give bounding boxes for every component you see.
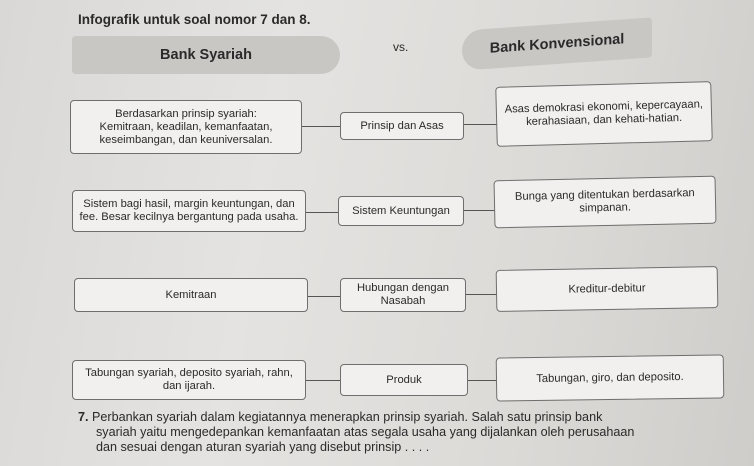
row1-right-line2: kerahasiaan, dan kehati-hatian. [525,111,683,129]
question-number: 7. [78,410,89,424]
row1-right-line1: Asas demokrasi ekonomi, kepercayaan, [504,98,704,116]
row1-right-box [495,81,712,147]
row2-right-box [494,176,717,229]
question-7 [78,410,738,455]
row1-left-line1: Berdasarkan prinsip syariah: [115,107,257,120]
row4-center-box [340,364,468,396]
row1-center-label: Prinsip dan Asas [360,119,444,132]
connector-line [464,294,498,295]
row2-left-line2: fee. Besar kecilnya bergantung pada usaha. [79,211,299,223]
connector-line [462,210,496,211]
row1-left-line3: keseimbangan, dan keuniversalan. [99,133,273,146]
row4-right-label: Tabungan, giro, dan deposito. [536,370,684,385]
row4-left-box [72,360,306,400]
versus-label: vs. [393,40,409,54]
row4-center-label: Produk [386,373,422,386]
question-line2: syariah yaitu mengedepankan kemanfaatan atas segala usaha yang dijalankan oleh perusahaan [96,425,635,439]
row3-center-line1: Hubungan dengan [356,282,450,294]
banner-bank-konvensional [462,17,652,70]
row3-center-line2: Nasabah [380,295,426,307]
row2-left-box [72,190,306,232]
connector-line [300,126,342,127]
row1-left-line2: Kemitraan, keadilan, kemanfaatan, [99,120,273,133]
row1-left-box [70,100,302,154]
connector-line [304,212,342,213]
connector-line [462,124,498,125]
row3-center-box [340,278,466,312]
connector-line [306,296,342,297]
question-line3: dan sesuai dengan aturan syariah yang disebut prinsip . . . . [96,440,430,454]
row2-center-label: Sistem Keuntungan [352,204,450,217]
row3-left-label: Kemitraan [165,288,217,301]
row3-left-box [74,278,308,312]
banner-bank-syariah [72,36,340,74]
row4-left-line1: Tabungan syariah, deposito syariah, rahn, [85,367,293,379]
row3-right-label: Kreditur-debitur [568,281,646,296]
row3-right-box [496,266,719,312]
row2-right-line2: simpanan. [579,201,632,215]
row4-right-box [496,354,725,401]
banner-bank-syariah-label: Bank Syariah [160,47,252,63]
row2-left-line1: Sistem bagi hasil, margin keuntungan, dan [83,198,295,210]
row2-center-box [338,196,464,226]
question-line1: Perbankan syariah dalam kegiatannya menerapkan prinsip syariah. Salah satu prinsip bank [92,410,603,424]
row1-center-box [340,112,464,140]
row2-right-line1: Bunga yang ditentukan berdasarkan [514,187,695,203]
banner-bank-konvensional-label: Bank Konvensional [489,31,625,57]
infographic-title: Infografik untuk soal nomor 7 dan 8. [78,12,311,27]
row4-left-line2: dan ijarah. [162,380,216,392]
connector-line [466,380,498,381]
connector-line [304,380,342,381]
